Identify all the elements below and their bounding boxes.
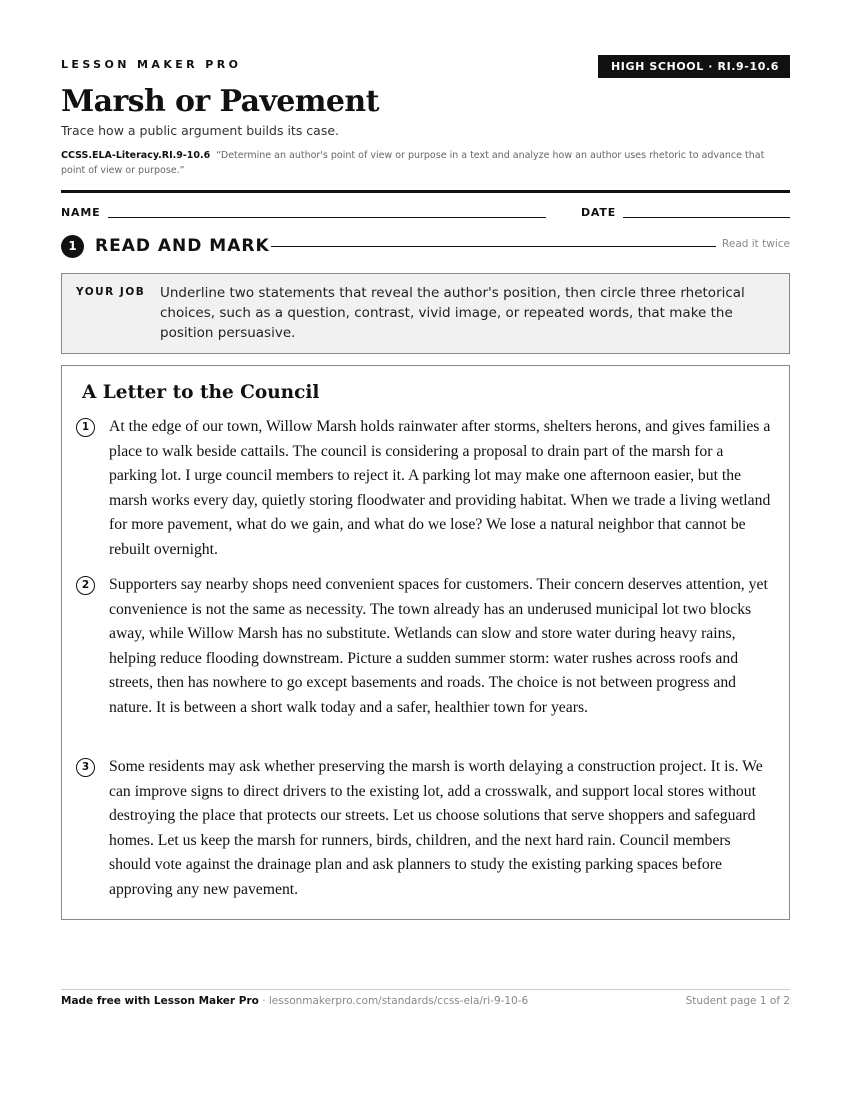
- date-line[interactable]: [623, 217, 790, 218]
- paragraph-number: 3: [76, 758, 95, 777]
- footer: [61, 995, 790, 1007]
- standard-text: “Determine an author's point of view or purpose in a text and analyze how an author uses rhetoric to advance that point of view or purpose.”: [61, 150, 765, 176]
- section-header: [61, 234, 790, 258]
- footer-divider: [61, 989, 790, 990]
- section-note: Read it twice: [722, 238, 790, 250]
- job-text: Underline two statements that reveal the author's position, then circle three rhetorical choices, such as a question, contrast, vivid image, or repeated words, that make the position persuasive.: [160, 285, 745, 341]
- standard-description: [61, 148, 790, 178]
- job-instructions-box: [61, 273, 790, 354]
- paragraph-text: Some residents may ask whether preserving the marsh is worth delaying a construction project. It is. We can improve signs to direct drivers to the existing lot, add a crosswalk, and support local stores without destroying the place that protects our streets. Let us choose solutions that serve shoppers and safeguard homes. Let us keep the marsh for runners, birds, children, and the next hard rain. Council members should vote against the drainage plan and ask planners to study the existing parking spaces before approving any new pavement.: [109, 758, 763, 898]
- passage-title: A Letter to the Council: [82, 382, 320, 403]
- brand-name: LESSON MAKER PRO: [61, 58, 242, 71]
- footer-credit: Made free with Lesson Maker Pro: [61, 995, 259, 1007]
- paragraph: [81, 573, 771, 720]
- job-label: YOUR JOB: [76, 286, 146, 298]
- paragraph-number: 2: [76, 576, 95, 595]
- footer-separator: ·: [258, 995, 269, 1007]
- section-divider: [271, 246, 716, 247]
- footer-url[interactable]: lessonmakerpro.com/standards/ccss-ela/ri-9-10-6: [268, 995, 529, 1007]
- header: [61, 55, 790, 77]
- name-label: NAME: [61, 206, 101, 219]
- section-number-badge: 1: [61, 235, 84, 258]
- paragraph-text: Supporters say nearby shops need convenient spaces for customers. Their concern deserves attention, yet convenience is not the same as necessity. The town already has an underused municipal lot two blocks away, while Willow Marsh has no substitute. Wetlands can slow and store water during heavy rains, helping reduce flooding downstream. Picture a sudden summer storm: water rushes across roofs and streets, then has nowhere to go except basements and roads. The choice is not between progress and nature. It is between a short walk today and a safer, healthier town for years.: [109, 576, 768, 716]
- paragraph-number: 1: [76, 418, 95, 437]
- paragraph: [81, 755, 771, 902]
- section-title: READ AND MARK: [95, 236, 270, 256]
- date-label: DATE: [581, 206, 617, 219]
- paragraph-text: At the edge of our town, Willow Marsh holds rainwater after storms, shelters herons, and gives families a place to walk beside cattails. The council is considering a proposal to drain part of the marsh for a parking lot. I urge council members to reject it. A parking lot may make one afternoon easier, but the marsh works every day, quietly storing floodwater and providing habitat. When we trade a living wetland for more pavement, what do we gain, and what do we lose? We lose a natural neighbor that cannot be rebuilt overnight.: [109, 418, 771, 558]
- header-divider: [61, 190, 790, 193]
- page-title: Marsh or Pavement: [61, 84, 379, 119]
- standard-code: CCSS.ELA-Literacy.RI.9-10.6: [61, 150, 211, 161]
- student-fields: [61, 206, 790, 222]
- name-line[interactable]: [108, 217, 546, 218]
- paragraph: [81, 415, 771, 562]
- level-badge: HIGH SCHOOL · RI.9-10.6: [598, 55, 790, 78]
- page-number: Student page 1 of 2: [685, 995, 790, 1007]
- page-subtitle: Trace how a public argument builds its case.: [61, 123, 340, 138]
- passage-box: [61, 365, 790, 920]
